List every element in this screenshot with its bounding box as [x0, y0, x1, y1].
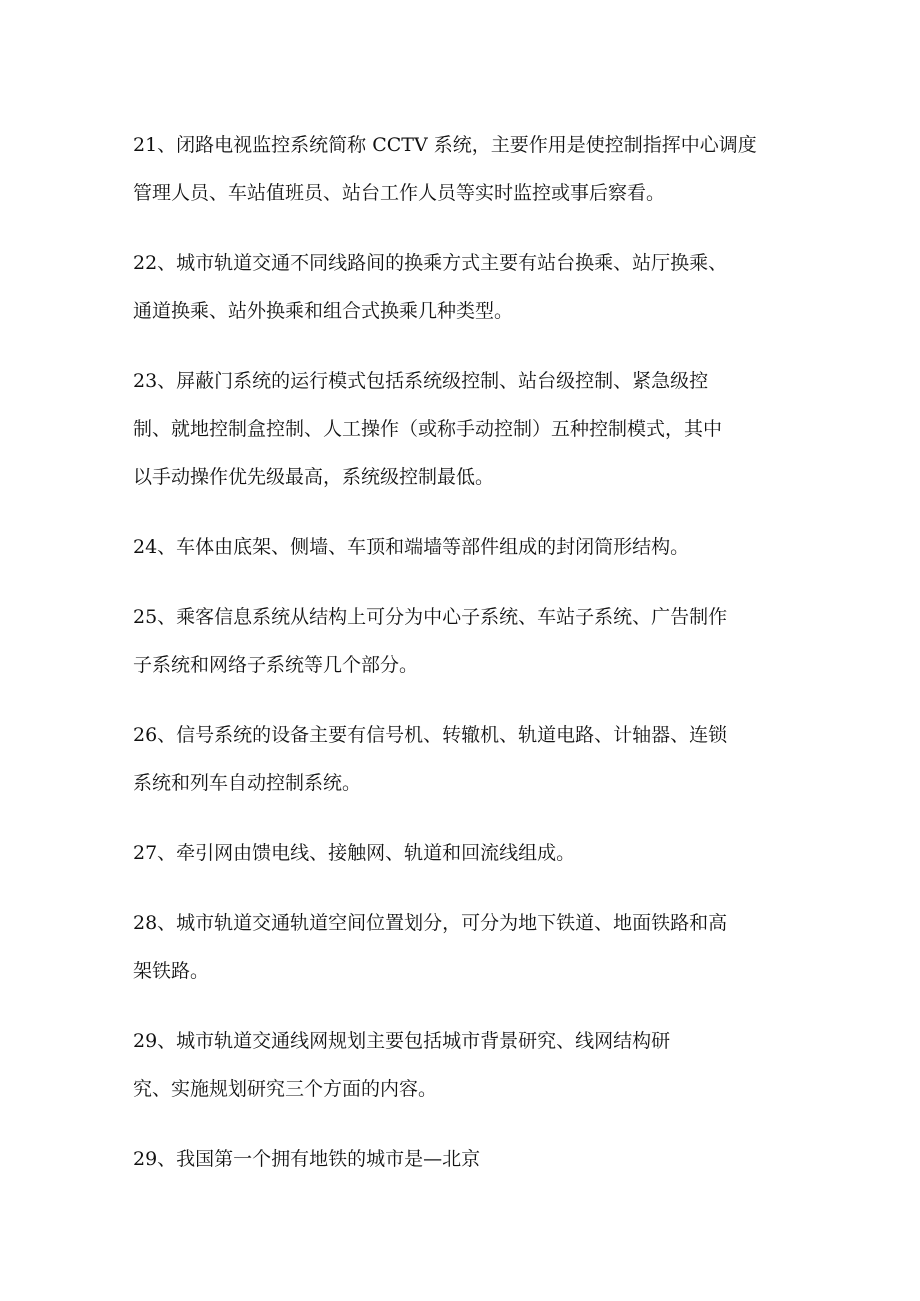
paragraph-line: 21、闭路电视监控系统简称 CCTV 系统，主要作用是使控制指挥中心调度: [133, 134, 757, 156]
document-page: [133, 121, 783, 1183]
paragraph-line: 以手动操作优先级最高，系统级控制最低。: [133, 466, 495, 488]
paragraph-item-29b: [133, 1135, 783, 1183]
paragraph-line: 通道换乘、站外换乘和组合式换乘几种类型。: [133, 300, 514, 322]
paragraph-item-28: [133, 899, 783, 995]
paragraph-line: 系统和列车自动控制系统。: [133, 772, 362, 794]
paragraph-item-27: [133, 829, 783, 877]
paragraph-item-21: [133, 121, 783, 217]
paragraph-line: 管理人员、车站值班员、站台工作人员等实时监控或事后察看。: [133, 182, 666, 204]
paragraph-item-23: [133, 357, 783, 501]
paragraph-line: 26、信号系统的设备主要有信号机、转辙机、轨道电路、计轴器、连锁: [133, 724, 728, 746]
paragraph-line: 29、我国第一个拥有地铁的城市是—北京: [133, 1148, 481, 1170]
paragraph-line: 子系统和网络子系统等几个部分。: [133, 654, 419, 676]
paragraph-line: 28、城市轨道交通轨道空间位置划分，可分为地下铁道、地面铁路和高: [133, 912, 728, 934]
paragraph-item-25: [133, 593, 783, 689]
paragraph-line: 制、就地控制盒控制、人工操作（或称手动控制）五种控制模式，其中: [133, 418, 723, 440]
paragraph-line: 22、城市轨道交通不同线路间的换乘方式主要有站台换乘、站厅换乘、: [133, 252, 728, 274]
paragraph-item-29a: [133, 1017, 783, 1113]
paragraph-item-26: [133, 711, 783, 807]
paragraph-line: 27、牵引网由馈电线、接触网、轨道和回流线组成。: [133, 842, 576, 864]
paragraph-item-22: [133, 239, 783, 335]
paragraph-line: 29、城市轨道交通线网规划主要包括城市背景研究、线网结构研: [133, 1030, 671, 1052]
paragraph-line: 25、乘客信息系统从结构上可分为中心子系统、车站子系统、广告制作: [133, 606, 728, 628]
paragraph-line: 架铁路。: [133, 960, 210, 982]
paragraph-line: 究、实施规划研究三个方面的内容。: [133, 1078, 438, 1100]
paragraph-line: 24、车体由底架、侧墙、车顶和端墙等部件组成的封闭筒形结构。: [133, 536, 690, 558]
paragraph-line: 23、屏蔽门系统的运行模式包括系统级控制、站台级控制、紧急级控: [133, 370, 709, 392]
paragraph-item-24: [133, 523, 783, 571]
